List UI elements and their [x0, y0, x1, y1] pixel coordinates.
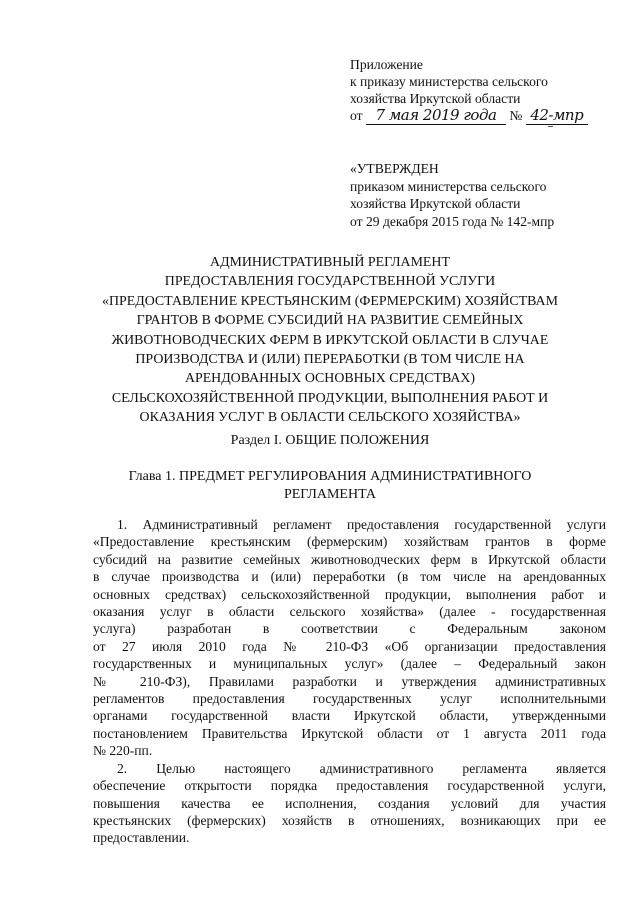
title-line: ГРАНТОВ В ФОРМЕ СУБСИДИЙ НА РАЗВИТИЕ СЕМЕЙНЫХ [136, 313, 524, 329]
chapter-line-1: Глава 1. ПРЕДМЕТ РЕГУЛИРОВАНИЯ АДМИНИСТРАТИВНОГО [128, 469, 532, 484]
body-line: регламентов предоставления государственных услуг исполнительными [93, 691, 606, 707]
body-line: от 27 июля 2010 года № 210-ФЗ «Об организации предоставления [93, 638, 606, 654]
body-line: крестьянских (фермерских) хозяйств в отношениях, возникающих при ее [93, 812, 606, 828]
title-line: «ПРЕДОСТАВЛЕНИЕ КРЕСТЬЯНСКИМ (ФЕРМЕРСКИМ) ХОЗЯЙСТВАМ [102, 293, 558, 309]
body-text [93, 516, 606, 847]
body-line: оказания услуг в области сельского хозяйства» (далее - государственная [93, 604, 606, 620]
approved-line-4: от 29 декабря 2015 года № 142-мпр [350, 213, 555, 229]
appendix-line-3: хозяйства Иркутской области [350, 91, 521, 106]
approved-line-3: хозяйства Иркутской области [350, 196, 521, 211]
body-line: предоставлении. [93, 830, 190, 846]
body-line: основных средствах) сельскохозяйственной продукции, выполнения работ и [93, 586, 606, 602]
title-line: СЕЛЬСКОХОЗЯЙСТВЕННОЙ ПРОДУКЦИИ, ВЫПОЛНЕНИЯ РАБОТ И [111, 390, 549, 406]
body-line: № 220-пп. [93, 743, 153, 759]
approved-line-1: «УТВЕРЖДЕН [350, 161, 439, 176]
chapter-heading [60, 468, 600, 504]
approved-line-2: приказом министерства сельского [350, 178, 547, 194]
body-line: государственных и муниципальных услуг» (далее – Федеральный закон [93, 656, 606, 672]
document-title [60, 253, 600, 428]
body-line: в случае производства и (или) переработки (в том числе на арендованных [93, 569, 606, 585]
appendix-block [350, 56, 620, 125]
body-line: повышения качества ее исполнения, создания условий для участия [93, 795, 606, 811]
appendix-date-line [350, 107, 620, 125]
body-line: 1. Административный регламент предоставления государственной услуги [117, 517, 606, 532]
body-line: «Предоставление крестьянским (фермерским) хозяйствам грантов в форме [93, 534, 606, 550]
appendix-line-2: к приказу министерства сельского [350, 74, 548, 89]
chapter-line-2: РЕГЛАМЕНТА [283, 487, 377, 502]
handwritten-number: 42-мпр [526, 107, 588, 125]
title-line: ПРЕДОСТАВЛЕНИЯ ГОСУДАРСТВЕННОЙ УСЛУГИ [164, 274, 496, 290]
body-line: услуга) разработан в соответствии с Федеральным законом [93, 621, 606, 637]
title-line: ОКАЗАНИЯ УСЛУГ В ОБЛАСТИ СЕЛЬСКОГО ХОЗЯЙСТВА» [139, 410, 521, 426]
stray-mark [548, 126, 553, 127]
from-label: от [350, 108, 363, 123]
body-line: обеспечение открытости порядка предоставления государственной услуги, [93, 778, 606, 794]
body-line: 2. Целью настоящего административного регламента является [117, 760, 606, 776]
title-line: ПРОИЗВОДСТВА И (ИЛИ) ПЕРЕРАБОТКИ (В ТОМ ЧИСЛЕ НА [135, 352, 525, 368]
handwritten-date: 7 мая 2019 года [366, 107, 506, 125]
body-line: субсидий на развитие семейных животноводческих ферм в Иркутской области [93, 551, 606, 567]
appendix-line-1: Приложение [350, 57, 423, 72]
title-line: АРЕНДОВАННЫХ ОСНОВНЫХ СРЕДСТВАХ) [184, 371, 476, 387]
section-heading: Раздел I. ОБЩИЕ ПОЛОЖЕНИЯ [230, 433, 430, 448]
body-line: постановлением Правительства Иркутской области от 1 августа 2011 года [93, 725, 606, 741]
body-line: № 210-ФЗ), Правилами разработки и утверждения административных [93, 673, 606, 689]
title-line: АДМИНИСТРАТИВНЫЙ РЕГЛАМЕНТ [210, 255, 450, 270]
approved-block [350, 160, 620, 230]
body-line: органами государственной власти Иркутской области, утвержденными [93, 708, 606, 724]
title-line: ЖИВОТНОВОДЧЕСКИХ ФЕРМ В ИРКУТСКОЙ ОБЛАСТИ В СЛУЧАЕ [111, 332, 549, 348]
number-label: № [509, 108, 523, 123]
